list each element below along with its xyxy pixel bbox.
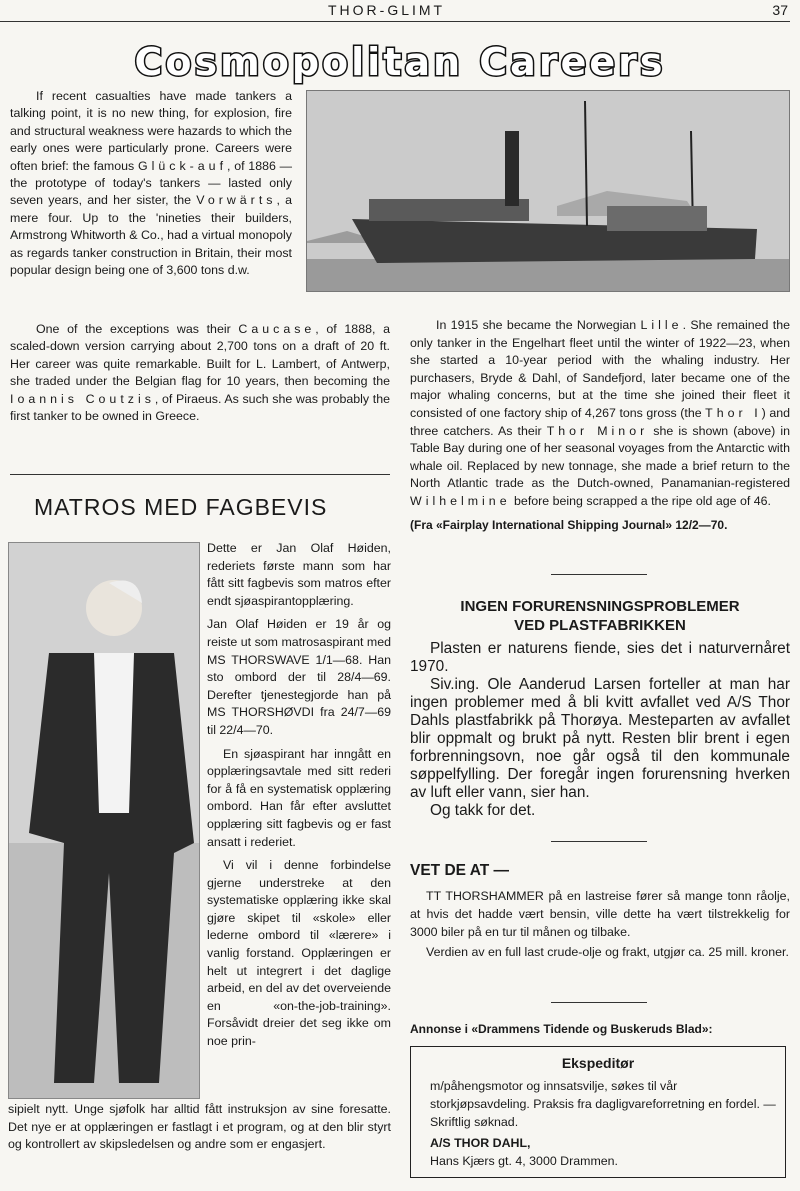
- short-rule-3: [551, 1002, 647, 1003]
- ship-name: Glück-auf: [137, 158, 228, 173]
- page-number: 37: [772, 2, 788, 18]
- matros-paragraph-3: En sjøaspirant har inngått en opplæringsavtale med sitt rederi for å få en systematisk opplæring ombord. Han får efter avsluttet opplæring sitt fagbevis og er fast ansatt i rederiet.: [207, 746, 391, 849]
- vet-article: [410, 887, 790, 961]
- ship-photo: [306, 90, 790, 292]
- plast-paragraph-2: Siv.ing. Ole Aanderud Larsen forteller at man har ingen problemer med å bli kvitt avfallet ved A/S Thor Dahls plastfabrikk på Thorøya. Mesteparten av avfallet blir oppmalt og brukt på nytt. Resten blir brent i egen forbrenningsovn, noe går også til den kommunale søppelfylling. Der foregår ingen forurensning hverken av luft eller vann, sier han.: [410, 676, 790, 801]
- plast-paragraph-3: Og takk for det.: [430, 802, 536, 819]
- ship-name: Thor I: [705, 405, 762, 420]
- ship-name: Ioannis Coutzis: [10, 391, 155, 406]
- article-column-left: [10, 88, 292, 279]
- advert-signature: [430, 1134, 618, 1170]
- header-rule: [0, 21, 790, 22]
- ship-name: Caucase: [238, 322, 316, 336]
- matros-paragraph-1: Dette er Jan Olaf Høiden, rederiets første mann som har fått sitt fagbevis som matros efter endt sjøaspirantopplæring.: [207, 541, 391, 608]
- vet-paragraph-1: TT THORSHAMMER på en lastreise fører så mange tonn råolje, at hvis det hadde vært bensin, ville dette ha vært tilstrekkelig for 3000 biler på en tur til månen og tilbake.: [410, 889, 790, 939]
- ship-illustration: [307, 91, 789, 291]
- vet-heading: VET DE AT —: [410, 862, 510, 879]
- article-column-right: [410, 317, 790, 534]
- matros-column: [207, 540, 391, 1051]
- portrait-photo: [8, 542, 200, 1099]
- plast-heading: INGEN FORURENSNINGSPROBLEMER VED PLASTFABRIKKEN: [460, 598, 740, 634]
- advert-intro: Annonse i «Drammens Tidende og Buskeruds Blad»:: [410, 1022, 713, 1036]
- short-rule-1: [551, 574, 647, 575]
- paragraph-2: One of the exceptions was their Caucase, of 1888, a scaled-down version carrying about 2,700 tons on a draft of 20 ft. Her career was quite remarkable. Built for L. Lambert, of Antwerp, she traded under the Belgian flag for 10 years, then becoming the Ioannis Coutzis, of Piraeus. As such she was probably the first tanker to be owned in Greece.: [10, 322, 390, 424]
- article-column-wide: [10, 321, 390, 425]
- sailor-illustration: [9, 543, 199, 1098]
- section-rule: [10, 474, 390, 475]
- plast-article: [410, 640, 790, 820]
- advert-body: m/påhengsmotor og innsatsvilje, søkes til vår storkjøpsavdeling. Praksis fra dagligvareforretning en fordel. — Skriftlig søknad.: [430, 1079, 776, 1129]
- article-title: Cosmopolitan Careers: [134, 40, 666, 84]
- matros-paragraph-4-end: sipielt nytt. Unge sjøfolk har alltid fått instruksjon av sine foresatte. Det nye er at opplæringen er fastlagt i et program, og at den blir styrt og kontrollert av skipsledelsen og andre som er engasjert.: [8, 1102, 391, 1152]
- advert-company: A/S THOR DAHL,: [430, 1136, 531, 1150]
- vet-paragraph-2: Verdien av en full last crude-olje og frakt, utgjør ca. 25 mill. kroner.: [426, 945, 789, 959]
- ship-name: Thor Minor: [546, 423, 649, 438]
- ship-name: Vorwärts: [196, 193, 277, 208]
- advert-address: Hans Kjærs gt. 4, 3000 Drammen.: [430, 1154, 619, 1168]
- paragraph-1: If recent casualties have made tankers a talking point, it is no new thing, for explosion, fire and structural weakness were hazards to which the early ones were particularly prone. Careers were often brief: the famous Glück-auf, of 1886 — the prototype of today's tankers — lasted only seven years, and her sister, the Vorwärts, a mere four. Up to the 'nineties their builders, Armstrong Whitworth & Co., had a virtual monopoly as regards tanker construction in Britain, their most popular design being one of 3,600 tons d.w.: [10, 89, 293, 278]
- paragraph-3: In 1915 she became the Norwegian Lille. She remained the only tanker in the Engelhart fleet until the winter of 1922—23, when she started a 10-year period with the whaling industry. Her purchasers, Bryde & Dahl, of Sandefjord, later became one of the major whaling concerns, but at the time she joined their fleet it consisted of one factory ship of 4,267 tons gross (the Thor I) and three catchers. As their Thor Minor she is shown (above) in Table Bay during one of her seasonal voyages from the Antarctic with whale oil. Replaced by new tonnage, she made a brief return to the North Atlantic trade as the Dutch-owned, Panamanian-registered Wilhelmine before being scrapped a the ripe old age of 46.: [410, 318, 790, 508]
- matros-column-bottom: [8, 1101, 391, 1154]
- short-rule-2: [551, 841, 647, 842]
- ship-name: Wilhelmine: [410, 493, 511, 508]
- matros-paragraph-2: Jan Olaf Høiden er 19 år og reiste ut som matrosaspirant med MS THORSWAVE 1/1—68. Han sto ombord der til 28/4—69. Derefter tjenestegjorde han på MS THORSHØVDI fra 24/7—69 til 22/4—70.: [207, 617, 391, 737]
- source-credit: (Fra «Fairplay International Shipping Journal» 12/2—70.: [410, 517, 728, 532]
- ship-name: Lille: [640, 318, 683, 332]
- advert-title: Ekspeditør: [561, 1055, 635, 1071]
- plast-paragraph-1: Plasten er naturens fiende, sies det i naturvernåret 1970.: [410, 640, 790, 675]
- matros-paragraph-4: Vi vil i denne forbindelse gjerne understreke at den systematiske opplæring ikke skal gjøre skipet til «skole» eller lederne ombord til «lærere» i vanlig forstand. Opplæringen er helt ut integrert i det daglige arbeid, en del av det overveiende en «on-the-job-training». Forsåvidt dreier det seg ikke om noe prin-: [207, 858, 391, 1049]
- matros-heading: MATROS MED FAGBEVIS: [34, 494, 328, 520]
- running-head: THOR-GLIMT: [328, 2, 446, 18]
